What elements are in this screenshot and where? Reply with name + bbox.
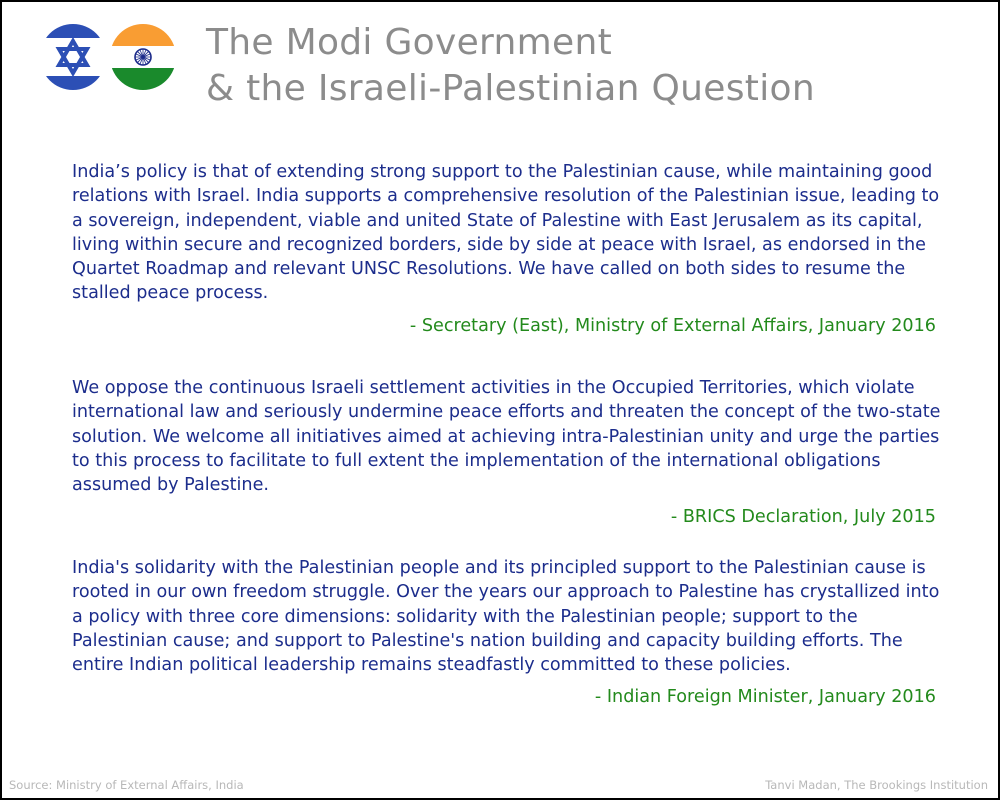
page-title: [206, 20, 815, 112]
india-flag-icon: [110, 24, 176, 90]
quote-text: India's solidarity with the Palestinian people and its principled support to the Palestinian cause is rooted in our own freedom struggle. Over the years our approach to Palestine has crystallized into a policy with three core dimensions: solidarity with the Palestinian people; support to the Palestinian cause; and support to Palestine's nation building and capacity building efforts. The entire Indian political leadership remains steadfastly committed to these policies.: [72, 558, 940, 676]
author-credit: Tanvi Madan, The Brookings Institution: [765, 778, 988, 792]
source-note: Source: Ministry of External Affairs, India: [9, 778, 244, 792]
quote-block: [72, 556, 952, 709]
quote-attribution: - BRICS Declaration, July 2015: [670, 507, 936, 528]
title-line-2: & the Israeli-Palestinian Question: [206, 68, 815, 109]
ashoka-chakra-icon: [133, 47, 153, 67]
quote-text: India’s policy is that of extending strong support to the Palestinian cause, while maintaining good relations with Israel. India supports a comprehensive resolution of the Palestinian issue, leading to a sovereign, independent, viable and united State of Palestine with East Jerusalem as its capital, living within secure and recognized borders, side by side at peace with Israel, as endorsed in the Quartet Roadmap and relevant UNSC Resolutions. We have called on both sides to resume the stalled peace process.: [72, 162, 940, 304]
quote-block: [72, 376, 952, 529]
india-flag-saffron-band: [110, 24, 176, 46]
star-of-david-icon: [53, 37, 93, 77]
india-flag-green-band: [110, 68, 176, 90]
israel-flag-top-stripe: [40, 24, 106, 38]
quote-text: We oppose the continuous Israeli settlement activities in the Occupied Territories, which violate international law and seriously undermine peace efforts and threaten the concept of the two-state solution. We welcome all initiatives aimed at achieving intra-Palestinian unity and urge the parties to this process to facilitate to full extent the implementation of the international obligations assumed by Palestine.: [72, 378, 941, 496]
israel-flag-bottom-stripe: [40, 76, 106, 90]
quote-attribution: - Indian Foreign Minister, January 2016: [594, 687, 936, 708]
israel-flag-icon: [40, 24, 106, 90]
quote-attribution: - Secretary (East), Ministry of External Affairs, January 2016: [409, 315, 936, 336]
title-line-1: The Modi Government: [206, 22, 612, 63]
quote-block: [72, 160, 952, 338]
